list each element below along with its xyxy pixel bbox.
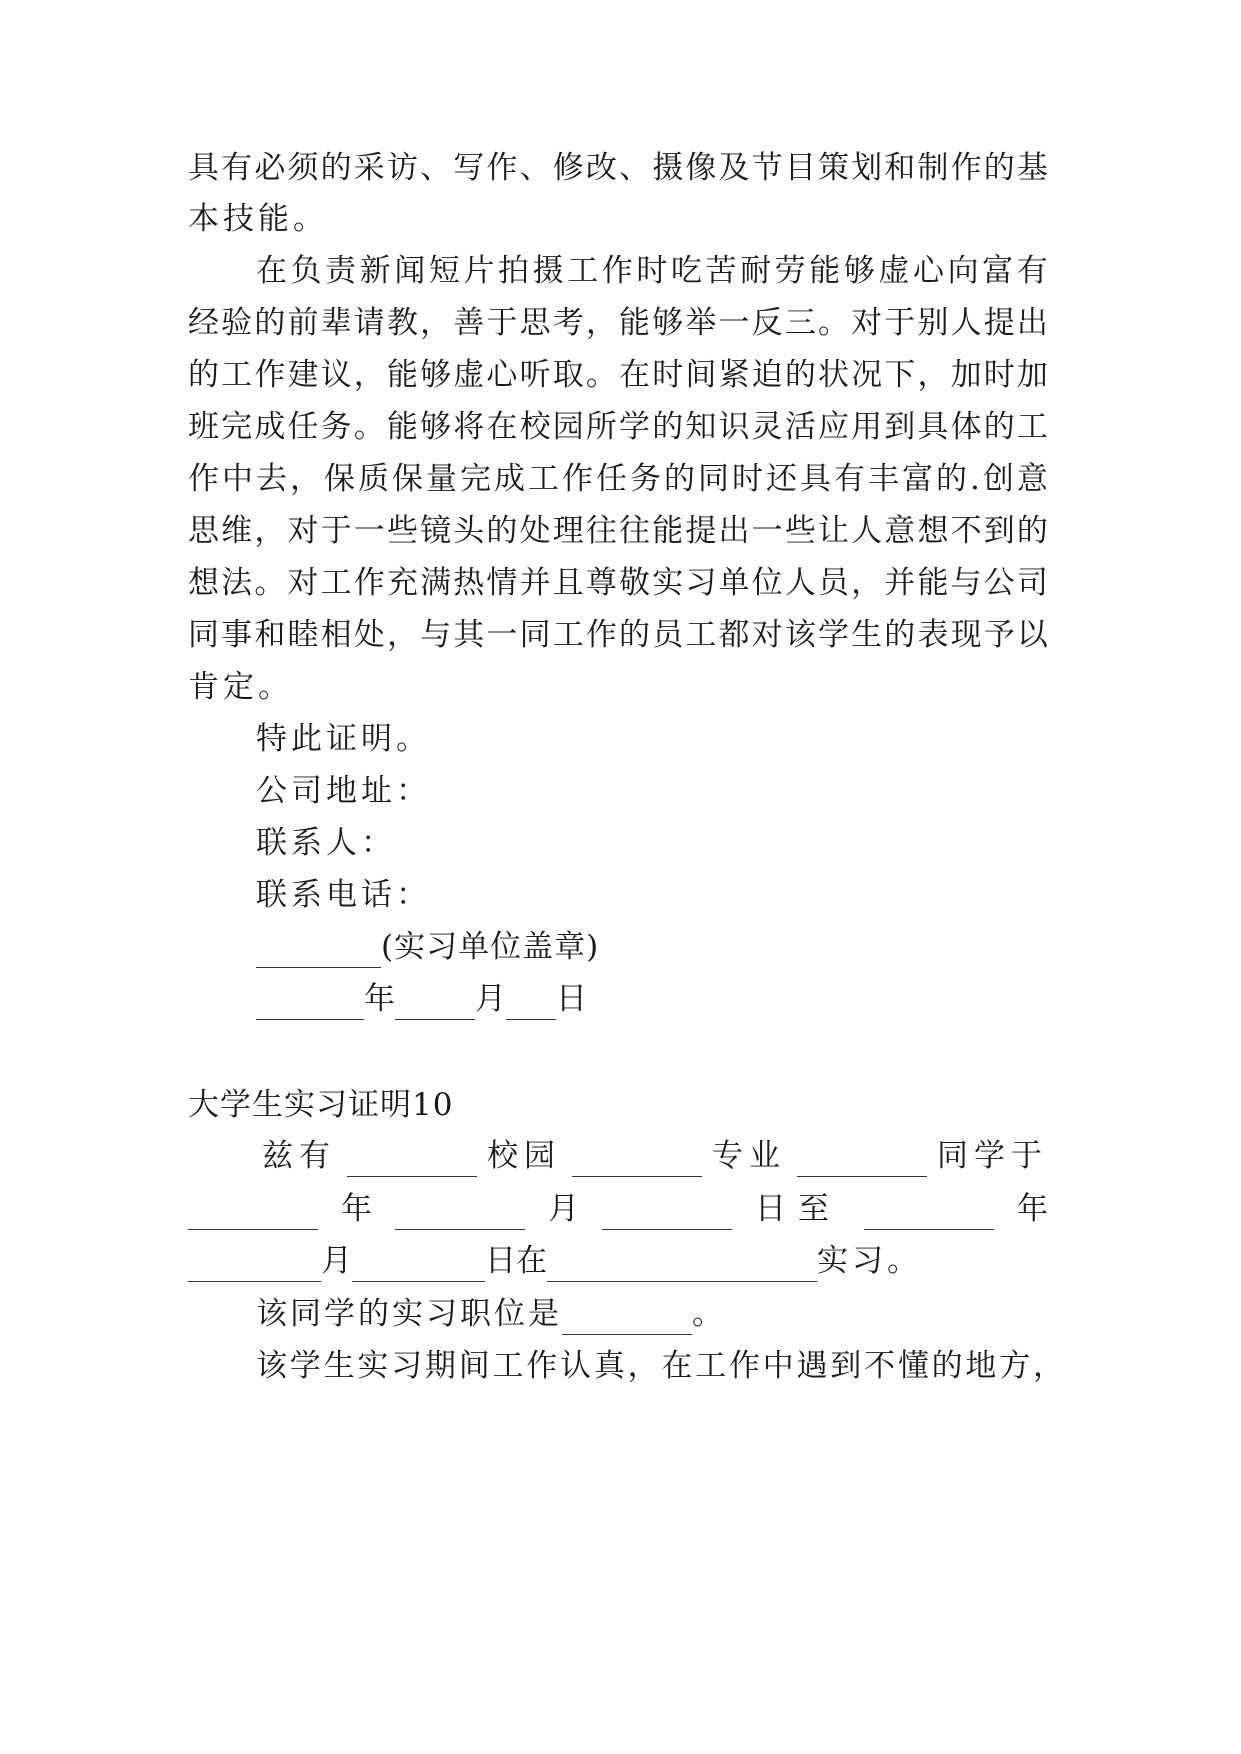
paragraph-eval-line-2 xyxy=(188,302,1048,344)
section2-line-3 xyxy=(188,1240,1048,1282)
text-run: 的 工 作 建 议 ， 能 够 虚 心 听 取 。 在 时 间 紧 迫 的 状 况 下 ， 加 时 加 xyxy=(188,357,1048,393)
paragraph-eval-line-1 xyxy=(256,250,1048,292)
text-run: 校园 xyxy=(487,1138,561,1174)
text-run: 日至 xyxy=(755,1191,841,1227)
text-run: 作 中 去 ， 保 质 保 量 完 成 工 作 任 务 的 同 时 还 具 有 丰 富 的 . 创 意 xyxy=(188,461,1048,497)
text-run: 月 xyxy=(548,1191,579,1227)
text-run: 日在 xyxy=(485,1243,547,1279)
start-month-blank xyxy=(395,1199,525,1230)
text-run: 同 事 和 睦 相 处 ， 与 其 一 同 工 作 的 员 工 都 对 该 学 生 的 表 现 予 以 xyxy=(188,617,1048,653)
text-run: 实习。 xyxy=(817,1243,922,1279)
text-run: 年 xyxy=(1017,1191,1048,1227)
text-run: 具 有 必 须 的 采 访 、 写 作 、 修 改 、 摄 像 及 节 目 策 划 和 制 作 的 基 xyxy=(188,150,1048,186)
month-blank xyxy=(395,989,475,1020)
student-blank xyxy=(797,1146,927,1177)
paragraph-eval-line-8 xyxy=(188,614,1048,656)
date-line xyxy=(256,978,1048,1020)
year-blank xyxy=(256,989,364,1020)
text-run: 思 维 ， 对 于 一 些 镜 头 的 处 理 往 往 能 提 出 一 些 让 人 意 想 不 到 的 xyxy=(188,513,1048,549)
day-blank xyxy=(506,989,556,1020)
text-run: 同学于 xyxy=(937,1138,1048,1174)
end-day-blank xyxy=(352,1251,485,1282)
month-label: 月 xyxy=(475,981,506,1017)
text-run: 兹有 xyxy=(262,1138,336,1174)
paragraph-eval-line-4 xyxy=(188,406,1048,448)
major-blank xyxy=(572,1146,702,1177)
text-run: 在 负 责 新 闻 短 片 拍 摄 工 作 时 吃 苦 耐 劳 能 够 虚 心 向 富 有 xyxy=(256,253,1048,289)
text-run: 年 xyxy=(341,1191,372,1227)
section-title xyxy=(188,1084,1048,1126)
phone-line xyxy=(256,874,1048,916)
text-run: 专业 xyxy=(712,1138,786,1174)
end-year-blank xyxy=(864,1199,994,1230)
paragraph-eval-line-6 xyxy=(188,510,1048,552)
section2-line-1 xyxy=(262,1135,1048,1177)
seal-label: (实习单位盖章) xyxy=(381,929,600,965)
contact-label: 联系人： xyxy=(256,825,396,861)
section2-line-2 xyxy=(188,1188,1048,1230)
year-label: 年 xyxy=(364,981,395,1017)
school-blank xyxy=(347,1146,477,1177)
section-title-text: 大学生实习证明10 xyxy=(188,1087,454,1123)
paragraph-eval-line-5 xyxy=(188,458,1048,500)
position-label: 该同学的实习职位是 xyxy=(256,1296,562,1332)
text-run: 肯定。 xyxy=(188,669,293,705)
certify-line xyxy=(256,718,1048,760)
text-run: 班 完 成 任 务 。 能 够 将 在 校 园 所 学 的 知 识 灵 活 应 用 到 具 体 的 工 xyxy=(188,409,1048,445)
certify-text: 特此证明。 xyxy=(256,721,431,757)
text-run: 月 xyxy=(321,1243,352,1279)
seal-line xyxy=(256,926,1048,968)
text-run: 本技能。 xyxy=(188,201,328,237)
paragraph-intro-line-2 xyxy=(188,198,1048,240)
text-run: 经 验 的 前 辈 请 教 ， 善 于 思 考 ， 能 够 举 一 反 三 。 对 于 别 人 提 出 xyxy=(188,305,1048,341)
start-year-blank xyxy=(188,1199,318,1230)
section2-last-line xyxy=(256,1345,1064,1387)
contact-line xyxy=(256,822,1048,864)
position-blank xyxy=(562,1304,692,1335)
paragraph-eval-line-3 xyxy=(188,354,1048,396)
address-line xyxy=(256,770,1048,812)
paragraph-eval-line-9 xyxy=(188,666,1048,708)
phone-label: 联系电话： xyxy=(256,877,431,913)
text-run: 该 学 生 实 习 期 间 工 作 认 真 ， 在 工 作 中 遇 到 不 懂 的 地 方 ， xyxy=(256,1348,1064,1384)
end-month-blank xyxy=(188,1251,321,1282)
text-run: 想 法 。 对 工 作 充 满 热 情 并 且 尊 敬 实 习 单 位 人 员 ， 并 能 与 公 司 xyxy=(188,565,1048,601)
position-line xyxy=(256,1293,1048,1335)
day-label: 日 xyxy=(556,981,587,1017)
start-day-blank xyxy=(602,1199,732,1230)
seal-blank xyxy=(256,937,381,968)
company-blank xyxy=(547,1251,817,1282)
paragraph-intro-line-1 xyxy=(188,147,1048,189)
paragraph-eval-line-7 xyxy=(188,562,1048,604)
text-run: 。 xyxy=(692,1296,726,1332)
address-label: 公司地址： xyxy=(256,773,431,809)
